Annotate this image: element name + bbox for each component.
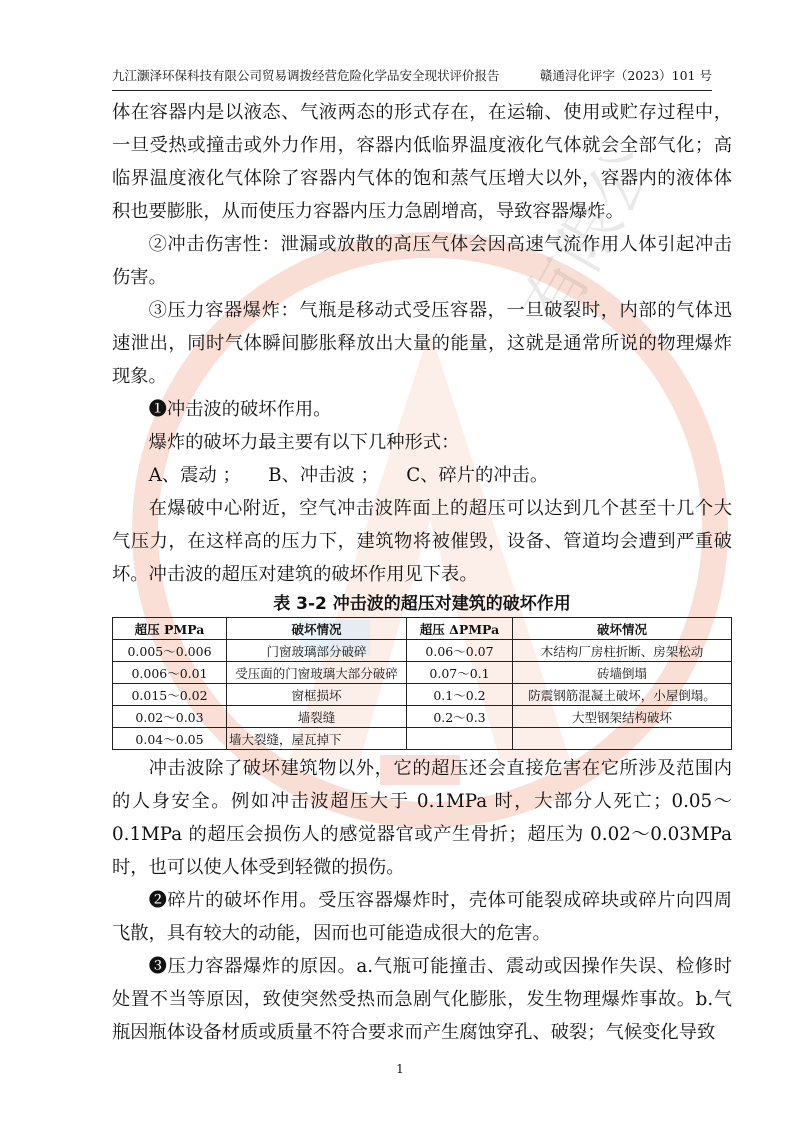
header-company-title: 九江灏泽环保科技有限公司贸易调拨经营危险化学品安全现状评价报告 bbox=[112, 68, 500, 83]
table-cell: 大型钢架结构破坏 bbox=[513, 706, 732, 728]
table-header-cell: 破坏情况 bbox=[227, 618, 407, 640]
table-cell: 0.2～0.3 bbox=[407, 706, 513, 728]
body-paragraph: ❸压力容器爆炸的原因。a.气瓶可能撞击、震动或因操作失误、检修时处置不当等原因，致使突然受热而急剧气化膨胀，发生物理爆炸事故。b.气瓶因瓶体设备材质或质量不符合要求而产生腐蚀穿孔、破裂；气候变化导致 bbox=[112, 956, 732, 1043]
table-row bbox=[113, 706, 732, 728]
body-paragraph: ③压力容器爆炸：气瓶是移动式受压容器，一旦破裂时，内部的气体迅速泄出，同时气体瞬间膨胀释放出大量的能量，这就是通常所说的物理爆炸现象。 bbox=[112, 300, 732, 387]
table-cell: 墙裂缝 bbox=[227, 706, 407, 728]
body-paragraph: ❶冲击波的破坏作用。 bbox=[148, 399, 332, 420]
table-cell bbox=[407, 728, 513, 750]
table-cell: 0.04～0.05 bbox=[113, 728, 227, 750]
svg-text:有限公: 有限公 bbox=[509, 134, 670, 338]
table-cell: 0.02～0.03 bbox=[113, 706, 227, 728]
table-cell: 窗框损坏 bbox=[227, 684, 407, 706]
table-cell: 0.005～0.006 bbox=[113, 640, 227, 662]
body-paragraph: ②冲击伤害性：泄漏或放散的高压气体会因高速气流作用人体引起冲击伤害。 bbox=[112, 234, 732, 288]
table-cell bbox=[513, 728, 732, 750]
header-report-number: 赣通浔化评字（2023）101 号 bbox=[539, 68, 712, 83]
table-header-cell: 破坏情况 bbox=[513, 618, 732, 640]
main-content bbox=[112, 96, 732, 1049]
page-header bbox=[112, 66, 712, 91]
body-paragraph: 在爆破中心附近，空气冲击波阵面上的超压可以达到几个甚至十几个大气压力，在这样高的压力下，建筑物将被催毁，设备、管道均会遭到严重破坏。冲击波的超压对建筑的破坏作用见下表。 bbox=[112, 498, 732, 585]
paragraphs-after-table bbox=[112, 752, 732, 1049]
table-header-cell: 超压 ΔPMPa bbox=[407, 618, 513, 640]
table-row bbox=[113, 728, 732, 750]
table-row bbox=[113, 684, 732, 706]
table-title: 表 3-2 冲击波的超压对建筑的破坏作用 bbox=[273, 594, 571, 614]
table-cell: 受压面的门窗玻璃大部分破碎 bbox=[227, 662, 407, 684]
table-cell: 门窗玻璃部分破碎 bbox=[227, 640, 407, 662]
table-cell: 木结构厂房柱折断、房架松动 bbox=[513, 640, 732, 662]
body-paragraph: 爆炸的破坏力最主要有以下几种形式： bbox=[148, 432, 460, 453]
table-header-row bbox=[113, 618, 732, 640]
table-cell: 0.006～0.01 bbox=[113, 662, 227, 684]
table-row bbox=[113, 662, 732, 684]
table-cell: 0.06～0.07 bbox=[407, 640, 513, 662]
table-body bbox=[113, 640, 732, 750]
body-paragraph: A、震动 ； B、冲击波 ； C、碎片的冲击。 bbox=[148, 465, 549, 486]
table-cell: 0.07～0.1 bbox=[407, 662, 513, 684]
body-paragraph: ❷碎片的破坏作用。受压容器爆炸时，壳体可能裂成碎块或碎片向四周飞散，具有较大的动能，因而也可能造成很大的危害。 bbox=[112, 890, 732, 944]
overpressure-damage-table bbox=[112, 617, 732, 750]
table-row bbox=[113, 640, 732, 662]
table-cell: 0.015～0.02 bbox=[113, 684, 227, 706]
table-cell: 墙大裂缝，屋瓦掉下 bbox=[227, 728, 407, 750]
page-number: 1 bbox=[396, 1062, 404, 1076]
paragraphs-before-table bbox=[112, 96, 732, 591]
table-cell: 砖墙倒塌 bbox=[513, 662, 732, 684]
body-paragraph: 体在容器内是以液态、气液两态的形式存在，在运输、使用或贮存过程中，一旦受热或撞击或外力作用，容器内低临界温度液化气体就会全部气化；高临界温度液化气体除了容器内气体的饱和蒸气压增大以外，容器内的液体体积也要膨胀，从而使压力容器内压力急剧增高，导致容器爆炸。 bbox=[112, 102, 732, 222]
table-cell: 防震钢筋混凝土破坏，小屋倒塌。 bbox=[513, 684, 732, 706]
table-header-cell: 超压 PMPa bbox=[113, 618, 227, 640]
table-cell: 0.1～0.2 bbox=[407, 684, 513, 706]
body-paragraph: 冲击波除了破坏建筑物以外，它的超压还会直接危害在它所涉及范围内的人身安全。例如冲击波超压大于 0.1MPa 时，大部分人死亡；0.05～0.1MPa 的超压会损伤人的感觉器官或产生骨折；超压为 0.02～0.03MPa 时，也可以使人体受到轻微的损伤。 bbox=[112, 758, 732, 878]
